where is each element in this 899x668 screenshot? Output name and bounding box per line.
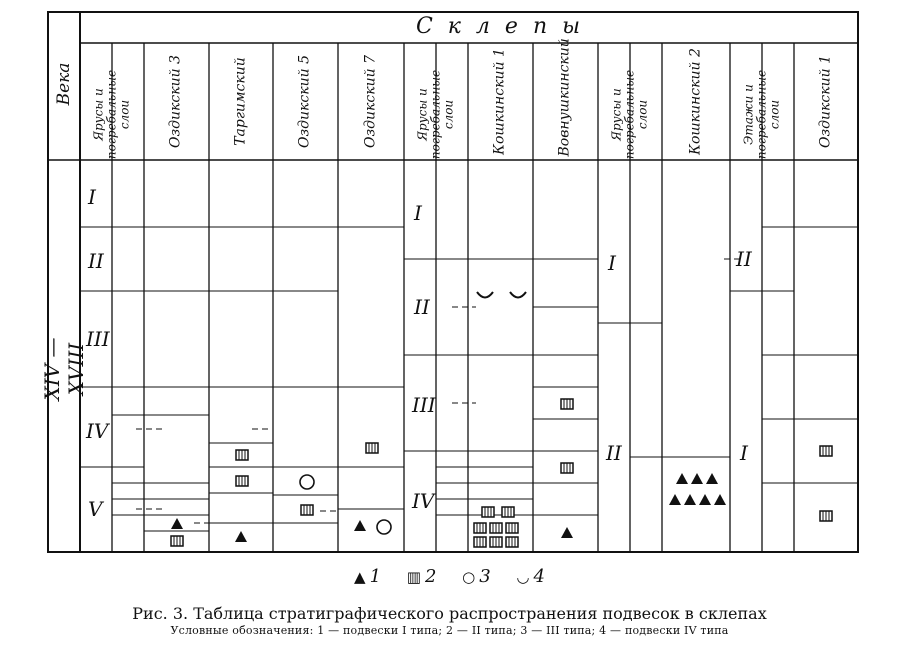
layer-lines bbox=[80, 227, 858, 531]
tier-label: II bbox=[88, 249, 104, 273]
tier-label: III bbox=[86, 327, 110, 351]
figure-caption: Рис. 3. Таблица стратиграфического распространения подвесок в склепах bbox=[132, 604, 767, 623]
column-header: Оздикский 7 bbox=[362, 55, 379, 148]
circle-icon: ○ bbox=[462, 568, 476, 586]
column-header: Оздикский 5 bbox=[296, 55, 313, 148]
striped-box-icon bbox=[301, 505, 313, 515]
triangle-icon bbox=[684, 494, 696, 505]
legend-item: ◡ 4 bbox=[516, 566, 545, 587]
tier-label: II bbox=[414, 295, 430, 319]
column-header: Оздикский 1 bbox=[817, 55, 834, 148]
tier-label: IV bbox=[412, 489, 435, 513]
column-header: Этажи и погребальные слои bbox=[741, 69, 782, 160]
tier-label: I bbox=[414, 201, 422, 225]
column-header: Кошкинский 2 bbox=[687, 48, 704, 155]
tier-label: I bbox=[608, 251, 616, 275]
type-4-pendants bbox=[477, 292, 526, 298]
triangle-icon bbox=[235, 531, 247, 542]
triangle-icon bbox=[676, 473, 688, 484]
column-header: Таргимский bbox=[232, 57, 249, 146]
striped-box-icon bbox=[482, 507, 494, 517]
triangle-icon: ▲ bbox=[354, 568, 366, 586]
striped-box-icon bbox=[474, 523, 486, 533]
column-header: Оздикский 3 bbox=[167, 55, 184, 148]
triangle-icon bbox=[714, 494, 726, 505]
striped-box-icon: ▥ bbox=[406, 568, 421, 586]
legend bbox=[0, 566, 899, 587]
striped-box-icon bbox=[490, 523, 502, 533]
triangle-icon bbox=[171, 518, 183, 529]
tier-label: I bbox=[740, 441, 748, 465]
striped-box-icon bbox=[366, 443, 378, 453]
figure-subcaption: Условные обозначения: 1 — подвески I типа; 2 — II типа; 3 — III типа; 4 — подвески IV типа bbox=[170, 624, 729, 637]
striped-box-icon bbox=[561, 399, 573, 409]
triangle-icon bbox=[699, 494, 711, 505]
column-header: Ярусы и погребальные слои bbox=[415, 69, 456, 160]
century-value: XIV — XVIII bbox=[40, 337, 88, 401]
legend-item: ▥ 2 bbox=[406, 566, 437, 587]
type-2-pendants bbox=[171, 399, 832, 547]
legend-item: ▲ 1 bbox=[354, 566, 382, 587]
tier-label: II bbox=[736, 247, 752, 271]
striped-box-icon bbox=[236, 450, 248, 460]
crescent-icon: ◡ bbox=[516, 568, 530, 586]
tier-label: I bbox=[88, 185, 96, 209]
crescent-icon bbox=[510, 292, 526, 298]
striped-box-icon bbox=[561, 463, 573, 473]
century-header: Века bbox=[54, 62, 74, 106]
triangle-icon bbox=[669, 494, 681, 505]
triangle-icon bbox=[561, 527, 573, 538]
striped-box-icon bbox=[820, 446, 832, 456]
striped-box-icon bbox=[474, 537, 486, 547]
group-header: С к л е п ы bbox=[415, 14, 585, 39]
striped-box-icon bbox=[506, 537, 518, 547]
striped-box-icon bbox=[506, 523, 518, 533]
triangle-icon bbox=[691, 473, 703, 484]
striped-box-icon bbox=[236, 476, 248, 486]
column-header: Ярусы и погребальные слои bbox=[91, 69, 132, 160]
striped-box-icon bbox=[820, 511, 832, 521]
triangle-icon bbox=[354, 520, 366, 531]
column-header: Ярусы и погребальные слои bbox=[609, 69, 650, 160]
column-header: Вовнушкинский bbox=[556, 38, 573, 157]
striped-box-icon bbox=[171, 536, 183, 546]
circle-icon bbox=[377, 520, 391, 534]
crescent-icon bbox=[477, 292, 493, 298]
tier-label: V bbox=[88, 497, 103, 521]
tier-label: II bbox=[606, 441, 622, 465]
striped-box-icon bbox=[490, 537, 502, 547]
column-header: Кошкинский 1 bbox=[491, 48, 508, 155]
triangle-icon bbox=[706, 473, 718, 484]
circle-icon bbox=[300, 475, 314, 489]
striped-box-icon bbox=[502, 507, 514, 517]
tier-label: III bbox=[412, 393, 436, 417]
tier-label: IV bbox=[86, 419, 109, 443]
legend-item: ○ 3 bbox=[462, 566, 491, 587]
